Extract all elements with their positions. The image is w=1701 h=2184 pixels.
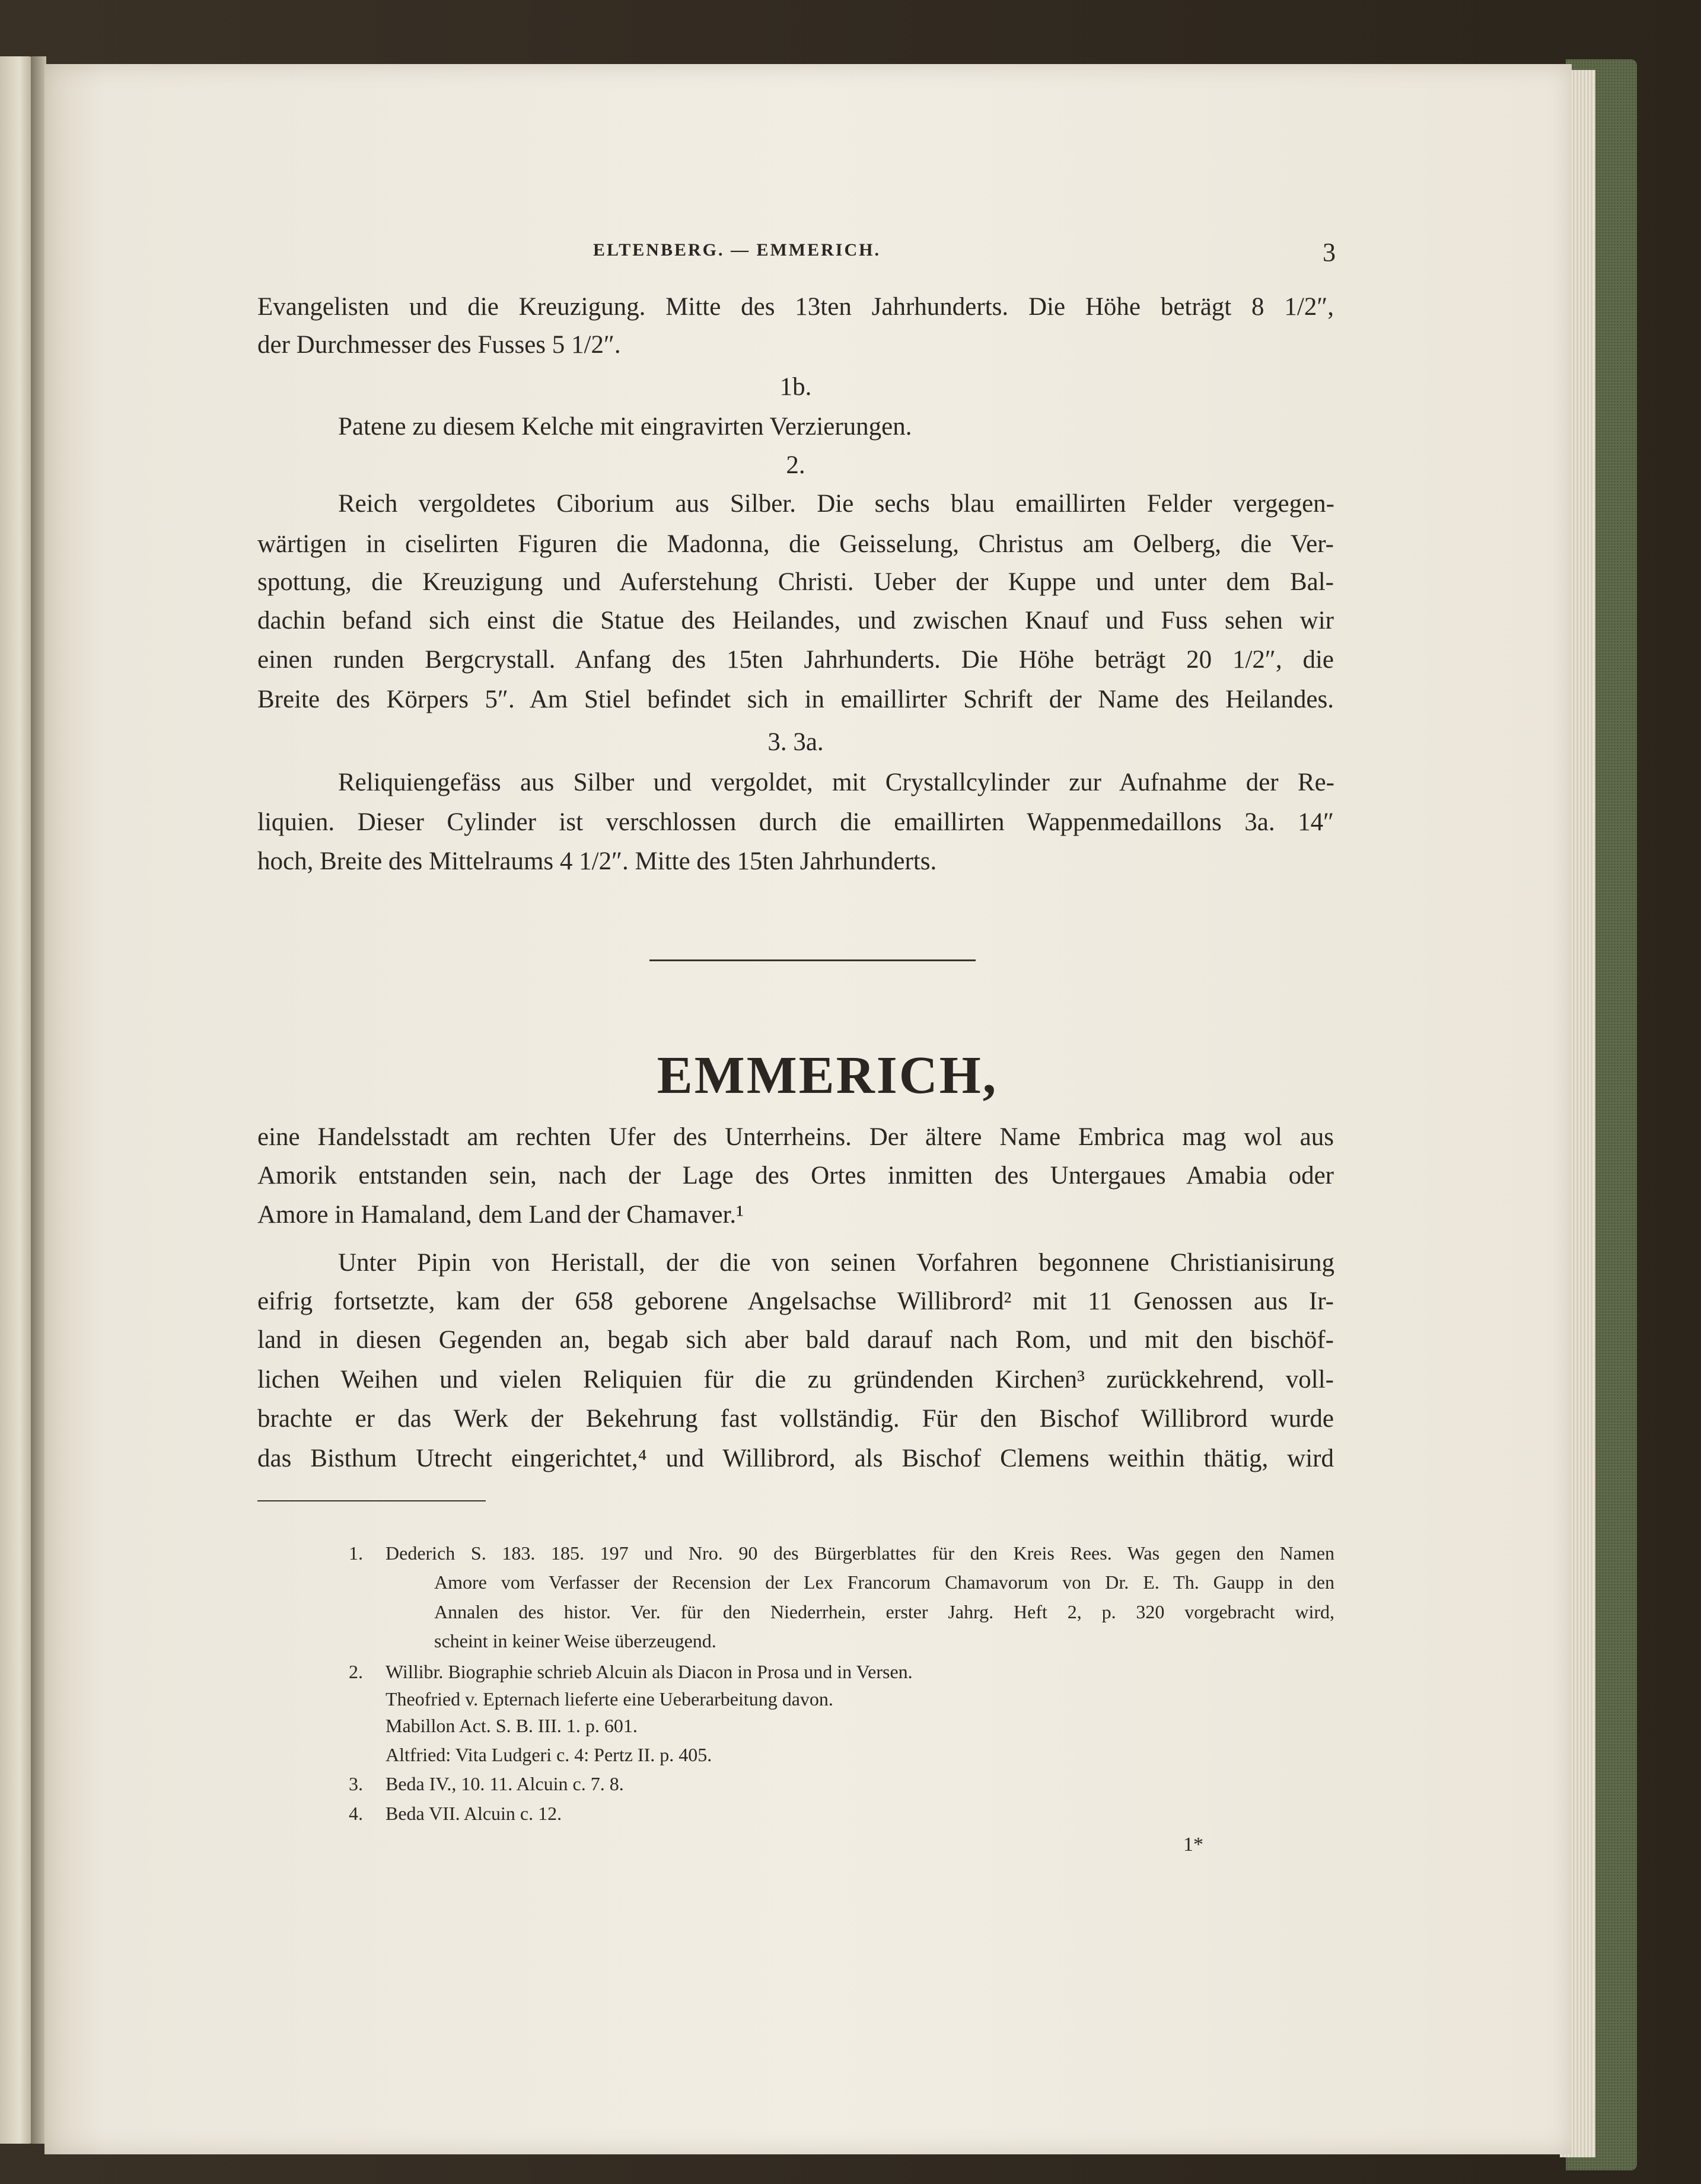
signature-mark: 1* [1183, 1834, 1203, 1855]
paragraph-line: eine Handelsstadt am rechten Ufer des Unterrheins. Der ältere Name Embrica mag wol aus [257, 1123, 1334, 1151]
footnote-number: 2. [349, 1661, 363, 1682]
item-label: 3. 3a. [767, 728, 824, 756]
footnote-line: Beda IV., 10. 11. Alcuin c. 7. 8. [386, 1773, 624, 1794]
footnote-line: Beda VII. Alcuin c. 12. [386, 1803, 562, 1824]
paragraph-line: dachin befand sich einst die Statue des Heilandes, und zwischen Knauf und Fuss sehen wir [257, 607, 1334, 635]
paragraph-line: Reliquiengefäss aus Silber und vergoldet, mit Crystallcylinder zur Aufnahme der Re- [338, 769, 1334, 796]
paragraph-line: liquien. Dieser Cylinder ist verschlossen durch die emaillirten Wappenmedaillons 3a. 14″ [257, 808, 1334, 836]
paragraph-line: der Durchmesser des Fusses 5 1/2″. [257, 331, 621, 359]
footnote-divider [257, 1500, 486, 1501]
section-divider [649, 959, 976, 961]
paragraph-line: Amore in Hamaland, dem Land der Chamaver.¹ [257, 1201, 744, 1229]
paragraph-line: Unter Pipin von Heristall, der die von seinen Vorfahren begonnene Christianisirung [338, 1249, 1334, 1277]
paragraph-line: eifrig fortsetzte, kam der 658 geborene Angelsachse Willibrord² mit 11 Genossen aus Ir- [257, 1287, 1334, 1315]
footnote-line: Willibr. Biographie schrieb Alcuin als Diacon in Prosa und in Versen. [386, 1661, 913, 1682]
paragraph-line: lichen Weihen und vielen Reliquien für die zu gründenden Kirchen³ zurückkehrend, voll- [257, 1366, 1334, 1394]
item-label: 1b. [779, 373, 812, 401]
section-heading: EMMERICH, [657, 1046, 998, 1105]
paragraph-line: einen runden Bergcrystall. Anfang des 15ten Jahrhunderts. Die Höhe beträgt 20 1/2″, die [257, 646, 1334, 674]
paragraph-line: wärtigen in ciselirten Figuren die Madonna, die Geisselung, Christus am Oelberg, die Ver- [257, 530, 1334, 558]
running-head: ELTENBERG. — EMMERICH. [593, 240, 881, 260]
footnote-number: 4. [349, 1803, 363, 1824]
item-label: 2. [786, 451, 805, 479]
page-number: 3 [1323, 238, 1336, 267]
footnote-line: Dederich S. 183. 185. 197 und Nro. 90 des Bürgerblattes für den Kreis Rees. Was gegen den Namen [386, 1542, 1334, 1564]
footnote-number: 3. [349, 1773, 363, 1794]
footnote-line: scheint in keiner Weise überzeugend. [434, 1630, 716, 1651]
footnote-line: Theofried v. Epternach lieferte eine Ueberarbeitung davon. [386, 1688, 833, 1710]
paragraph-line: Amorik entstanden sein, nach der Lage des Ortes inmitten des Untergaues Amabia oder [257, 1162, 1334, 1190]
paragraph-line: brachte er das Werk der Bekehrung fast vollständig. Für den Bischof Willibrord wurde [257, 1405, 1334, 1433]
footnote-line: Amore vom Verfasser der Recension der Lex Francorum Chamavorum von Dr. E. Th. Gaupp in den [434, 1571, 1334, 1593]
paragraph-line: hoch, Breite des Mittelraums 4 1/2″. Mitte des 15ten Jahrhunderts. [257, 847, 937, 875]
footnote-number: 1. [349, 1542, 363, 1564]
footnote-line: Annalen des histor. Ver. für den Niederrhein, erster Jahrg. Heft 2, p. 320 vorgebracht wird, [434, 1601, 1334, 1622]
paragraph-line: Evangelisten und die Kreuzigung. Mitte des 13ten Jahrhunderts. Die Höhe beträgt 8 1/2″, [257, 293, 1334, 321]
paragraph-line: Reich vergoldetes Ciborium aus Silber. Die sechs blau emaillirten Felder vergegen- [338, 490, 1334, 518]
paragraph-line: Patene zu diesem Kelche mit eingravirten Verzierungen. [338, 413, 912, 441]
paragraph-line: das Bisthum Utrecht eingerichtet,⁴ und Willibrord, als Bischof Clemens weithin thätig, wird [257, 1445, 1334, 1472]
footnote-line: Mabillon Act. S. B. III. 1. p. 601. [386, 1715, 638, 1736]
paragraph-line: spottung, die Kreuzigung und Auferstehung Christi. Ueber der Kuppe und unter dem Bal- [257, 568, 1334, 596]
paragraph-line: Breite des Körpers 5″. Am Stiel befindet sich in emaillirter Schrift der Name des Heilandes. [257, 686, 1334, 713]
paragraph-line: land in diesen Gegenden an, begab sich aber bald darauf nach Rom, und mit den bischöf- [257, 1326, 1334, 1354]
footnote-line: Altfried: Vita Ludgeri c. 4: Pertz II. p. 405. [386, 1744, 712, 1765]
facing-page-edge [0, 56, 33, 2144]
